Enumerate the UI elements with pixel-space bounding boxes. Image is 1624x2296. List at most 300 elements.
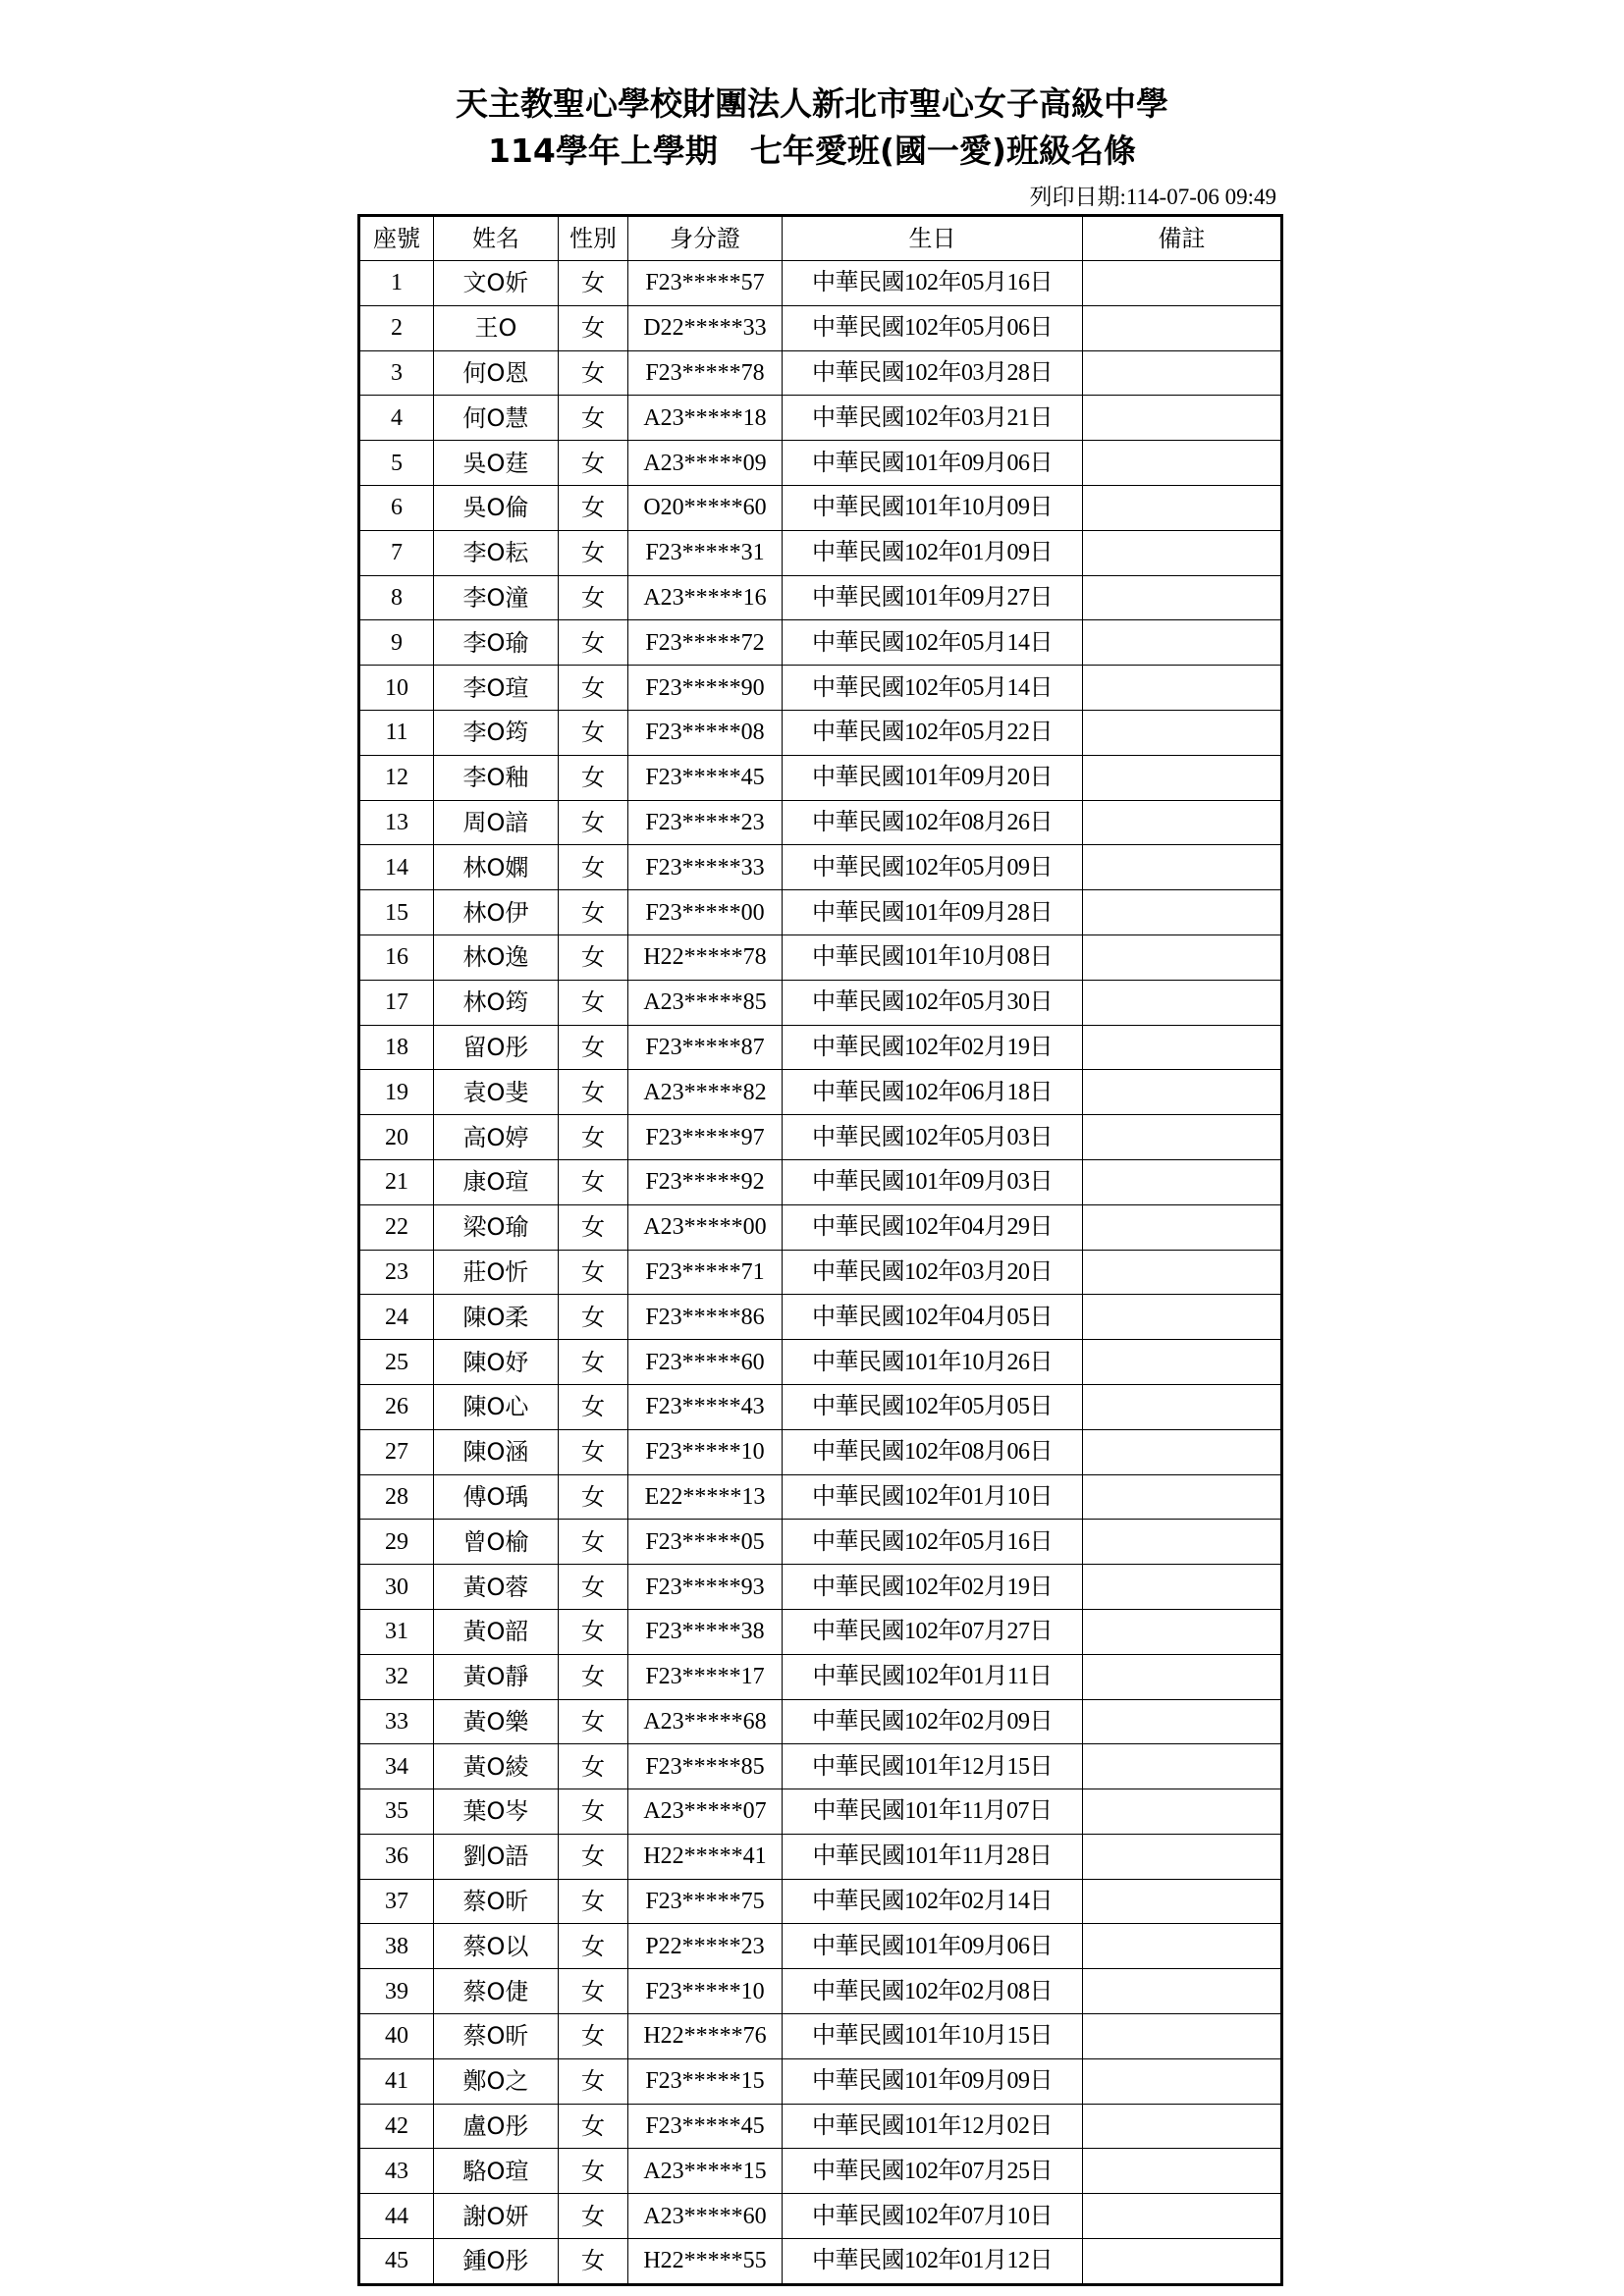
sex-cell: 女	[559, 890, 628, 935]
table-row	[359, 1699, 1282, 1744]
table-row	[359, 620, 1282, 666]
student-name-cell: 李O潼	[434, 575, 559, 620]
table-row	[359, 934, 1282, 980]
id-number-cell: A23*****60	[628, 2194, 783, 2239]
seat-number-cell: 33	[359, 1699, 434, 1744]
id-number-cell: F23*****93	[628, 1565, 783, 1610]
seat-number-cell: 36	[359, 1834, 434, 1879]
note-cell	[1083, 1609, 1282, 1654]
table-row	[359, 1070, 1282, 1115]
note-cell	[1083, 1654, 1282, 1699]
table-row	[359, 1654, 1282, 1699]
birthday-cell: 中華民國102年08月06日	[783, 1429, 1083, 1474]
note-cell	[1083, 2194, 1282, 2239]
note-cell	[1083, 1025, 1282, 1070]
id-number-cell: F23*****00	[628, 890, 783, 935]
student-name-cell: 陳O涵	[434, 1429, 559, 1474]
student-name-cell: 黃O樂	[434, 1699, 559, 1744]
document-subtitle: 114學年上學期 七年愛班(國一愛)班級名條	[487, 132, 1137, 170]
sex-cell: 女	[559, 2239, 628, 2285]
student-name-cell: 林O逸	[434, 934, 559, 980]
table-row	[359, 1115, 1282, 1160]
student-name-cell: 黃O韶	[434, 1609, 559, 1654]
table-row	[359, 1609, 1282, 1654]
id-number-cell: F23*****90	[628, 666, 783, 711]
note-cell	[1083, 1295, 1282, 1340]
birthday-cell: 中華民國101年12月02日	[783, 2104, 1083, 2149]
note-cell	[1083, 1699, 1282, 1744]
seat-number-cell: 4	[359, 396, 434, 441]
table-row	[359, 2058, 1282, 2104]
birthday-cell: 中華民國101年12月15日	[783, 1744, 1083, 1789]
table-row	[359, 1340, 1282, 1385]
seat-number-cell: 12	[359, 755, 434, 800]
sex-cell: 女	[559, 1429, 628, 1474]
sex-cell: 女	[559, 1204, 628, 1250]
seat-number-cell: 34	[359, 1744, 434, 1789]
column-header-name: 姓名	[434, 216, 559, 261]
id-number-cell: A23*****82	[628, 1070, 783, 1115]
birthday-cell: 中華民國101年09月28日	[783, 890, 1083, 935]
sex-cell: 女	[559, 1789, 628, 1835]
table-row	[359, 666, 1282, 711]
table-row	[359, 710, 1282, 755]
class-roster-table	[357, 214, 1283, 2286]
birthday-cell: 中華民國102年05月14日	[783, 666, 1083, 711]
birthday-cell: 中華民國101年09月06日	[783, 1924, 1083, 1969]
sex-cell: 女	[559, 980, 628, 1025]
student-name-cell: 劉O語	[434, 1834, 559, 1879]
birthday-cell: 中華民國101年11月07日	[783, 1789, 1083, 1835]
table-row	[359, 1969, 1282, 2014]
sex-cell: 女	[559, 1384, 628, 1429]
birthday-cell: 中華民國102年02月08日	[783, 1969, 1083, 2014]
sex-cell: 女	[559, 1340, 628, 1385]
table-row	[359, 800, 1282, 845]
column-header-seat: 座號	[359, 216, 434, 261]
sex-cell: 女	[559, 755, 628, 800]
table-row	[359, 1744, 1282, 1789]
birthday-cell: 中華民國102年07月25日	[783, 2149, 1083, 2194]
seat-number-cell: 7	[359, 530, 434, 575]
seat-number-cell: 38	[359, 1924, 434, 1969]
sex-cell: 女	[559, 1969, 628, 2014]
birthday-cell: 中華民國101年09月20日	[783, 755, 1083, 800]
student-name-cell: 李O筠	[434, 710, 559, 755]
id-number-cell: F23*****08	[628, 710, 783, 755]
id-number-cell: F23*****05	[628, 1520, 783, 1565]
note-cell	[1083, 1070, 1282, 1115]
sex-cell: 女	[559, 261, 628, 306]
seat-number-cell: 28	[359, 1474, 434, 1520]
birthday-cell: 中華民國102年05月14日	[783, 620, 1083, 666]
seat-number-cell: 8	[359, 575, 434, 620]
id-number-cell: F23*****33	[628, 845, 783, 890]
student-name-cell: 盧O彤	[434, 2104, 559, 2149]
note-cell	[1083, 1204, 1282, 1250]
note-cell	[1083, 1834, 1282, 1879]
table-row	[359, 2014, 1282, 2059]
column-header-birthday: 生日	[783, 216, 1083, 261]
table-row	[359, 2149, 1282, 2194]
id-number-cell: F23*****85	[628, 1744, 783, 1789]
sex-cell: 女	[559, 1159, 628, 1204]
student-name-cell: 陳O妤	[434, 1340, 559, 1385]
sex-cell: 女	[559, 666, 628, 711]
note-cell	[1083, 305, 1282, 350]
table-row	[359, 1565, 1282, 1610]
table-row	[359, 575, 1282, 620]
student-name-cell: 文O妡	[434, 261, 559, 306]
sex-cell: 女	[559, 2149, 628, 2194]
table-row	[359, 1834, 1282, 1879]
student-name-cell: 康O瑄	[434, 1159, 559, 1204]
note-cell	[1083, 980, 1282, 1025]
sex-cell: 女	[559, 2014, 628, 2059]
note-cell	[1083, 2239, 1282, 2285]
table-row	[359, 396, 1282, 441]
id-number-cell: H22*****55	[628, 2239, 783, 2285]
table-header-row	[359, 216, 1282, 261]
note-cell	[1083, 261, 1282, 306]
seat-number-cell: 21	[359, 1159, 434, 1204]
sex-cell: 女	[559, 1520, 628, 1565]
sex-cell: 女	[559, 485, 628, 530]
id-number-cell: E22*****13	[628, 1474, 783, 1520]
sex-cell: 女	[559, 396, 628, 441]
sex-cell: 女	[559, 1654, 628, 1699]
note-cell	[1083, 1429, 1282, 1474]
note-cell	[1083, 1565, 1282, 1610]
sex-cell: 女	[559, 1834, 628, 1879]
column-header-id: 身分證	[628, 216, 783, 261]
student-name-cell: 蔡O昕	[434, 2014, 559, 2059]
birthday-cell: 中華民國102年03月20日	[783, 1250, 1083, 1295]
seat-number-cell: 35	[359, 1789, 434, 1835]
sex-cell: 女	[559, 305, 628, 350]
id-number-cell: F23*****43	[628, 1384, 783, 1429]
birthday-cell: 中華民國102年07月10日	[783, 2194, 1083, 2239]
note-cell	[1083, 530, 1282, 575]
id-number-cell: A23*****18	[628, 396, 783, 441]
seat-number-cell: 45	[359, 2239, 434, 2285]
seat-number-cell: 3	[359, 350, 434, 396]
birthday-cell: 中華民國102年05月06日	[783, 305, 1083, 350]
student-name-cell: 吳O莛	[434, 441, 559, 486]
student-name-cell: 林O嫻	[434, 845, 559, 890]
table-row	[359, 1520, 1282, 1565]
column-header-sex: 性別	[559, 216, 628, 261]
birthday-cell: 中華民國102年01月10日	[783, 1474, 1083, 1520]
birthday-cell: 中華民國101年09月27日	[783, 575, 1083, 620]
note-cell	[1083, 396, 1282, 441]
birthday-cell: 中華民國102年03月21日	[783, 396, 1083, 441]
table-row	[359, 1879, 1282, 1924]
id-number-cell: F23*****60	[628, 1340, 783, 1385]
sex-cell: 女	[559, 1250, 628, 1295]
birthday-cell: 中華民國101年09月06日	[783, 441, 1083, 486]
table-row	[359, 1789, 1282, 1835]
student-name-cell: 何O慧	[434, 396, 559, 441]
sex-cell: 女	[559, 1744, 628, 1789]
id-number-cell: F23*****71	[628, 1250, 783, 1295]
birthday-cell: 中華民國102年05月03日	[783, 1115, 1083, 1160]
note-cell	[1083, 1789, 1282, 1835]
seat-number-cell: 29	[359, 1520, 434, 1565]
birthday-cell: 中華民國101年09月03日	[783, 1159, 1083, 1204]
seat-number-cell: 11	[359, 710, 434, 755]
table-row	[359, 530, 1282, 575]
birthday-cell: 中華民國101年10月08日	[783, 934, 1083, 980]
sex-cell: 女	[559, 1699, 628, 1744]
note-cell	[1083, 1879, 1282, 1924]
student-name-cell: 謝O妍	[434, 2194, 559, 2239]
id-number-cell: A23*****85	[628, 980, 783, 1025]
note-cell	[1083, 2104, 1282, 2149]
student-name-cell: 陳O柔	[434, 1295, 559, 1340]
seat-number-cell: 5	[359, 441, 434, 486]
birthday-cell: 中華民國102年07月27日	[783, 1609, 1083, 1654]
sex-cell: 女	[559, 710, 628, 755]
student-name-cell: 袁O斐	[434, 1070, 559, 1115]
note-cell	[1083, 1474, 1282, 1520]
seat-number-cell: 31	[359, 1609, 434, 1654]
note-cell	[1083, 350, 1282, 396]
seat-number-cell: 19	[359, 1070, 434, 1115]
birthday-cell: 中華民國101年10月15日	[783, 2014, 1083, 2059]
seat-number-cell: 15	[359, 890, 434, 935]
birthday-cell: 中華民國102年02月09日	[783, 1699, 1083, 1744]
id-number-cell: F23*****17	[628, 1654, 783, 1699]
seat-number-cell: 20	[359, 1115, 434, 1160]
birthday-cell: 中華民國102年06月18日	[783, 1070, 1083, 1115]
id-number-cell: F23*****57	[628, 261, 783, 306]
id-number-cell: F23*****97	[628, 1115, 783, 1160]
id-number-cell: A23*****07	[628, 1789, 783, 1835]
birthday-cell: 中華民國102年05月16日	[783, 1520, 1083, 1565]
note-cell	[1083, 1744, 1282, 1789]
student-name-cell: 林O伊	[434, 890, 559, 935]
id-number-cell: F23*****38	[628, 1609, 783, 1654]
sex-cell: 女	[559, 1565, 628, 1610]
birthday-cell: 中華民國102年05月09日	[783, 845, 1083, 890]
table-row	[359, 980, 1282, 1025]
seat-number-cell: 18	[359, 1025, 434, 1070]
id-number-cell: H22*****78	[628, 934, 783, 980]
birthday-cell: 中華民國102年03月28日	[783, 350, 1083, 396]
student-name-cell: 駱O瑄	[434, 2149, 559, 2194]
sex-cell: 女	[559, 934, 628, 980]
sex-cell: 女	[559, 1025, 628, 1070]
seat-number-cell: 17	[359, 980, 434, 1025]
table-row	[359, 1204, 1282, 1250]
table-row	[359, 261, 1282, 306]
note-cell	[1083, 755, 1282, 800]
id-number-cell: A23*****00	[628, 1204, 783, 1250]
seat-number-cell: 2	[359, 305, 434, 350]
student-name-cell: 莊O忻	[434, 1250, 559, 1295]
table-row	[359, 755, 1282, 800]
seat-number-cell: 37	[359, 1879, 434, 1924]
note-cell	[1083, 1340, 1282, 1385]
id-number-cell: F23*****92	[628, 1159, 783, 1204]
seat-number-cell: 43	[359, 2149, 434, 2194]
seat-number-cell: 24	[359, 1295, 434, 1340]
sex-cell: 女	[559, 2194, 628, 2239]
table-row	[359, 2104, 1282, 2149]
seat-number-cell: 9	[359, 620, 434, 666]
student-name-cell: 鄭O之	[434, 2058, 559, 2104]
id-number-cell: F23*****31	[628, 530, 783, 575]
table-row	[359, 1159, 1282, 1204]
birthday-cell: 中華民國102年01月09日	[783, 530, 1083, 575]
id-number-cell: A23*****15	[628, 2149, 783, 2194]
id-number-cell: F23*****10	[628, 1429, 783, 1474]
student-name-cell: 黃O綾	[434, 1744, 559, 1789]
id-number-cell: F23*****10	[628, 1969, 783, 2014]
sex-cell: 女	[559, 845, 628, 890]
note-cell	[1083, 800, 1282, 845]
id-number-cell: F23*****75	[628, 1879, 783, 1924]
sex-cell: 女	[559, 1115, 628, 1160]
seat-number-cell: 23	[359, 1250, 434, 1295]
student-name-cell: 葉O岑	[434, 1789, 559, 1835]
sex-cell: 女	[559, 441, 628, 486]
student-name-cell: 陳O心	[434, 1384, 559, 1429]
sex-cell: 女	[559, 350, 628, 396]
seat-number-cell: 6	[359, 485, 434, 530]
note-cell	[1083, 1969, 1282, 2014]
note-cell	[1083, 1520, 1282, 1565]
sex-cell: 女	[559, 1609, 628, 1654]
document-title: 天主教聖心學校財團法人新北市聖心女子高級中學	[456, 84, 1168, 123]
seat-number-cell: 22	[359, 1204, 434, 1250]
id-number-cell: H22*****76	[628, 2014, 783, 2059]
birthday-cell: 中華民國102年02月14日	[783, 1879, 1083, 1924]
seat-number-cell: 30	[359, 1565, 434, 1610]
birthday-cell: 中華民國102年01月11日	[783, 1654, 1083, 1699]
birthday-cell: 中華民國102年08月26日	[783, 800, 1083, 845]
column-header-note: 備註	[1083, 216, 1282, 261]
seat-number-cell: 1	[359, 261, 434, 306]
id-number-cell: F23*****45	[628, 755, 783, 800]
note-cell	[1083, 890, 1282, 935]
note-cell	[1083, 1384, 1282, 1429]
birthday-cell: 中華民國101年10月26日	[783, 1340, 1083, 1385]
student-name-cell: 蔡O倢	[434, 1969, 559, 2014]
id-number-cell: D22*****33	[628, 305, 783, 350]
id-number-cell: A23*****16	[628, 575, 783, 620]
note-cell	[1083, 620, 1282, 666]
student-name-cell: 蔡O昕	[434, 1879, 559, 1924]
table-body	[359, 261, 1282, 2285]
seat-number-cell: 27	[359, 1429, 434, 1474]
student-name-cell: 曾O榆	[434, 1520, 559, 1565]
birthday-cell: 中華民國102年04月05日	[783, 1295, 1083, 1340]
student-name-cell: 李O耘	[434, 530, 559, 575]
seat-number-cell: 26	[359, 1384, 434, 1429]
note-cell	[1083, 1115, 1282, 1160]
birthday-cell: 中華民國102年02月19日	[783, 1565, 1083, 1610]
sex-cell: 女	[559, 1295, 628, 1340]
table-row	[359, 441, 1282, 486]
note-cell	[1083, 1159, 1282, 1204]
id-number-cell: F23*****23	[628, 800, 783, 845]
note-cell	[1083, 1924, 1282, 1969]
student-name-cell: 李O瑜	[434, 620, 559, 666]
id-number-cell: A23*****68	[628, 1699, 783, 1744]
seat-number-cell: 42	[359, 2104, 434, 2149]
table-row	[359, 1295, 1282, 1340]
sex-cell: 女	[559, 2058, 628, 2104]
seat-number-cell: 16	[359, 934, 434, 980]
seat-number-cell: 13	[359, 800, 434, 845]
id-number-cell: P22*****23	[628, 1924, 783, 1969]
student-name-cell: 李O釉	[434, 755, 559, 800]
table-row	[359, 350, 1282, 396]
student-name-cell: 梁O瑜	[434, 1204, 559, 1250]
print-date: 列印日期:114-07-06 09:49	[1029, 185, 1276, 209]
id-number-cell: F23*****72	[628, 620, 783, 666]
student-name-cell: 蔡O以	[434, 1924, 559, 1969]
student-name-cell: 黃O蓉	[434, 1565, 559, 1610]
note-cell	[1083, 2014, 1282, 2059]
seat-number-cell: 10	[359, 666, 434, 711]
birthday-cell: 中華民國102年02月19日	[783, 1025, 1083, 1070]
sex-cell: 女	[559, 1879, 628, 1924]
birthday-cell: 中華民國102年05月16日	[783, 261, 1083, 306]
birthday-cell: 中華民國102年05月30日	[783, 980, 1083, 1025]
id-number-cell: A23*****09	[628, 441, 783, 486]
id-number-cell: H22*****41	[628, 1834, 783, 1879]
note-cell	[1083, 1250, 1282, 1295]
id-number-cell: F23*****45	[628, 2104, 783, 2149]
student-name-cell: 吳O倫	[434, 485, 559, 530]
note-cell	[1083, 845, 1282, 890]
seat-number-cell: 14	[359, 845, 434, 890]
birthday-cell: 中華民國101年09月09日	[783, 2058, 1083, 2104]
note-cell	[1083, 934, 1282, 980]
seat-number-cell: 32	[359, 1654, 434, 1699]
table-row	[359, 1025, 1282, 1070]
seat-number-cell: 40	[359, 2014, 434, 2059]
id-number-cell: F23*****78	[628, 350, 783, 396]
student-name-cell: 留O彤	[434, 1025, 559, 1070]
id-number-cell: F23*****15	[628, 2058, 783, 2104]
seat-number-cell: 44	[359, 2194, 434, 2239]
note-cell	[1083, 666, 1282, 711]
id-number-cell: O20*****60	[628, 485, 783, 530]
birthday-cell: 中華民國102年01月12日	[783, 2239, 1083, 2285]
student-name-cell: 周O諳	[434, 800, 559, 845]
student-name-cell: 林O筠	[434, 980, 559, 1025]
note-cell	[1083, 485, 1282, 530]
note-cell	[1083, 2149, 1282, 2194]
table-row	[359, 890, 1282, 935]
table-row	[359, 305, 1282, 350]
table-row	[359, 1250, 1282, 1295]
table-row	[359, 2239, 1282, 2285]
birthday-cell: 中華民國102年05月22日	[783, 710, 1083, 755]
student-name-cell: 何O恩	[434, 350, 559, 396]
student-name-cell: 黃O靜	[434, 1654, 559, 1699]
id-number-cell: F23*****86	[628, 1295, 783, 1340]
table-row	[359, 1429, 1282, 1474]
birthday-cell: 中華民國102年04月29日	[783, 1204, 1083, 1250]
note-cell	[1083, 575, 1282, 620]
note-cell	[1083, 2058, 1282, 2104]
student-name-cell: 高O婷	[434, 1115, 559, 1160]
